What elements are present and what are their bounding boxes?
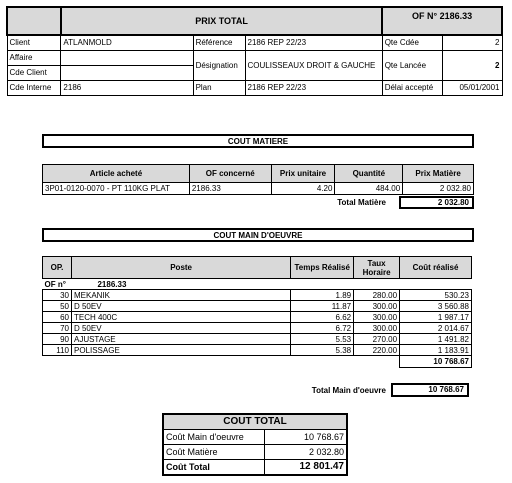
matiere-article: 3P01-0120-0070 - PT 110KG PLAT bbox=[43, 183, 190, 195]
main-oeuvre-section-title: COUT MAIN D'OEUVRE bbox=[42, 228, 474, 242]
mo-op: 90 bbox=[43, 334, 72, 345]
mo-op: 110 bbox=[43, 345, 72, 356]
mo-of-label: OF n° bbox=[44, 279, 66, 289]
mo-poste: TECH 400C bbox=[71, 312, 290, 323]
mo-temps: 5.53 bbox=[291, 334, 354, 345]
table-row bbox=[43, 323, 472, 334]
cout-matiere-label: Coût Matière bbox=[163, 444, 264, 459]
matiere-total-label: Total Matière bbox=[337, 198, 386, 207]
cout-total-table bbox=[162, 413, 348, 476]
table-row bbox=[43, 312, 472, 323]
matiere-col-of: OF concerné bbox=[189, 165, 271, 183]
value-reference: 2186 REP 22/23 bbox=[245, 35, 382, 50]
label-cde-interne: Cde Interne bbox=[7, 80, 61, 95]
header-table bbox=[6, 6, 503, 96]
table-row bbox=[43, 290, 472, 301]
mo-taux: 270.00 bbox=[354, 334, 400, 345]
matiere-col-article: Article acheté bbox=[43, 165, 190, 183]
mo-poste: POLISSAGE bbox=[71, 345, 290, 356]
mo-cout: 530.23 bbox=[400, 290, 472, 301]
mo-temps: 6.62 bbox=[291, 312, 354, 323]
page-title: PRIX TOTAL bbox=[61, 7, 382, 35]
of-number: OF N° 2186.33 bbox=[382, 7, 502, 35]
matiere-prix-unitaire: 4.20 bbox=[271, 183, 335, 195]
cout-mo-value: 10 768.67 bbox=[264, 429, 347, 444]
value-plan: 2186 REP 22/23 bbox=[245, 80, 382, 95]
mo-col-poste: Poste bbox=[71, 257, 290, 279]
value-qte-cdee: 2 bbox=[442, 35, 502, 50]
cout-mo-label: Coût Main d'oeuvre bbox=[163, 429, 264, 444]
mo-of-value: 2186.33 bbox=[97, 279, 127, 289]
label-plan: Plan bbox=[193, 80, 245, 95]
matiere-of: 2186.33 bbox=[189, 183, 271, 195]
table-row bbox=[163, 444, 347, 459]
value-cde-interne: 2186 bbox=[61, 80, 193, 95]
mo-taux: 220.00 bbox=[354, 345, 400, 356]
value-cde-client bbox=[61, 65, 193, 80]
cout-matiere-value: 2 032.80 bbox=[264, 444, 347, 459]
mo-poste: D 50EV bbox=[71, 301, 290, 312]
mo-subtotal: 10 768.67 bbox=[400, 356, 472, 368]
table-row bbox=[43, 345, 472, 356]
matiere-col-prix-matiere: Prix Matière bbox=[403, 165, 474, 183]
mo-temps: 5.38 bbox=[291, 345, 354, 356]
table-row bbox=[43, 301, 472, 312]
matiere-quantite: 484.00 bbox=[335, 183, 403, 195]
mo-col-op: OP. bbox=[43, 257, 72, 279]
table-row bbox=[163, 429, 347, 444]
mo-poste: AJUSTAGE bbox=[71, 334, 290, 345]
table-row bbox=[43, 183, 474, 195]
matiere-prix-matiere: 2 032.80 bbox=[403, 183, 474, 195]
matiere-table bbox=[42, 164, 474, 195]
value-delai: 05/01/2001 bbox=[442, 80, 502, 95]
mo-taux: 300.00 bbox=[354, 323, 400, 334]
value-designation: COULISSEAUX DROIT & GAUCHE bbox=[245, 50, 382, 80]
header-corner bbox=[7, 7, 61, 35]
cout-total-label: Coût Total bbox=[163, 459, 264, 475]
matiere-col-quantite: Quantité bbox=[335, 165, 403, 183]
cout-total-title: COUT TOTAL bbox=[163, 414, 347, 429]
mo-op: 60 bbox=[43, 312, 72, 323]
label-client: Client bbox=[7, 35, 61, 50]
matiere-total-value: 2 032.80 bbox=[399, 196, 474, 209]
cout-total-value: 12 801.47 bbox=[264, 459, 347, 475]
mo-cout: 3 560.88 bbox=[400, 301, 472, 312]
label-cde-client: Cde Client bbox=[7, 65, 61, 80]
mo-temps: 6.72 bbox=[291, 323, 354, 334]
mo-total-value: 10 768.67 bbox=[391, 383, 469, 397]
mo-cout: 2 014.67 bbox=[400, 323, 472, 334]
mo-col-taux: Taux Horaire bbox=[354, 257, 400, 279]
mo-taux: 300.00 bbox=[354, 312, 400, 323]
table-row bbox=[43, 334, 472, 345]
label-reference: Référence bbox=[193, 35, 245, 50]
value-client: ATLANMOLD bbox=[61, 35, 193, 50]
matiere-col-prix-unitaire: Prix unitaire bbox=[271, 165, 335, 183]
mo-poste: MEKANIK bbox=[71, 290, 290, 301]
mo-taux: 300.00 bbox=[354, 301, 400, 312]
label-delai: Délai accepté bbox=[382, 80, 442, 95]
mo-col-cout: Coût réalisé bbox=[400, 257, 472, 279]
label-designation: Désignation bbox=[193, 50, 245, 80]
mo-total-label: Total Main d'oeuvre bbox=[311, 386, 386, 395]
mo-cout: 1 987.17 bbox=[400, 312, 472, 323]
mo-temps: 11.87 bbox=[291, 301, 354, 312]
mo-cout: 1 491.82 bbox=[400, 334, 472, 345]
mo-temps: 1.89 bbox=[291, 290, 354, 301]
mo-taux: 280.00 bbox=[354, 290, 400, 301]
table-row bbox=[163, 459, 347, 475]
label-qte-lancee: Qte Lancée bbox=[382, 50, 442, 80]
mo-col-temps: Temps Réalisé bbox=[291, 257, 354, 279]
mo-poste: D 50EV bbox=[71, 323, 290, 334]
label-affaire: Affaire bbox=[7, 50, 61, 65]
mo-op: 30 bbox=[43, 290, 72, 301]
matiere-section-title: COUT MATIERE bbox=[42, 134, 474, 148]
value-affaire bbox=[61, 50, 193, 65]
value-qte-lancee: 2 bbox=[442, 50, 502, 80]
mo-cout: 1 183.91 bbox=[400, 345, 472, 356]
mo-op: 50 bbox=[43, 301, 72, 312]
mo-op: 70 bbox=[43, 323, 72, 334]
main-oeuvre-table bbox=[42, 256, 472, 368]
label-qte-cdee: Qte Cdée bbox=[382, 35, 442, 50]
